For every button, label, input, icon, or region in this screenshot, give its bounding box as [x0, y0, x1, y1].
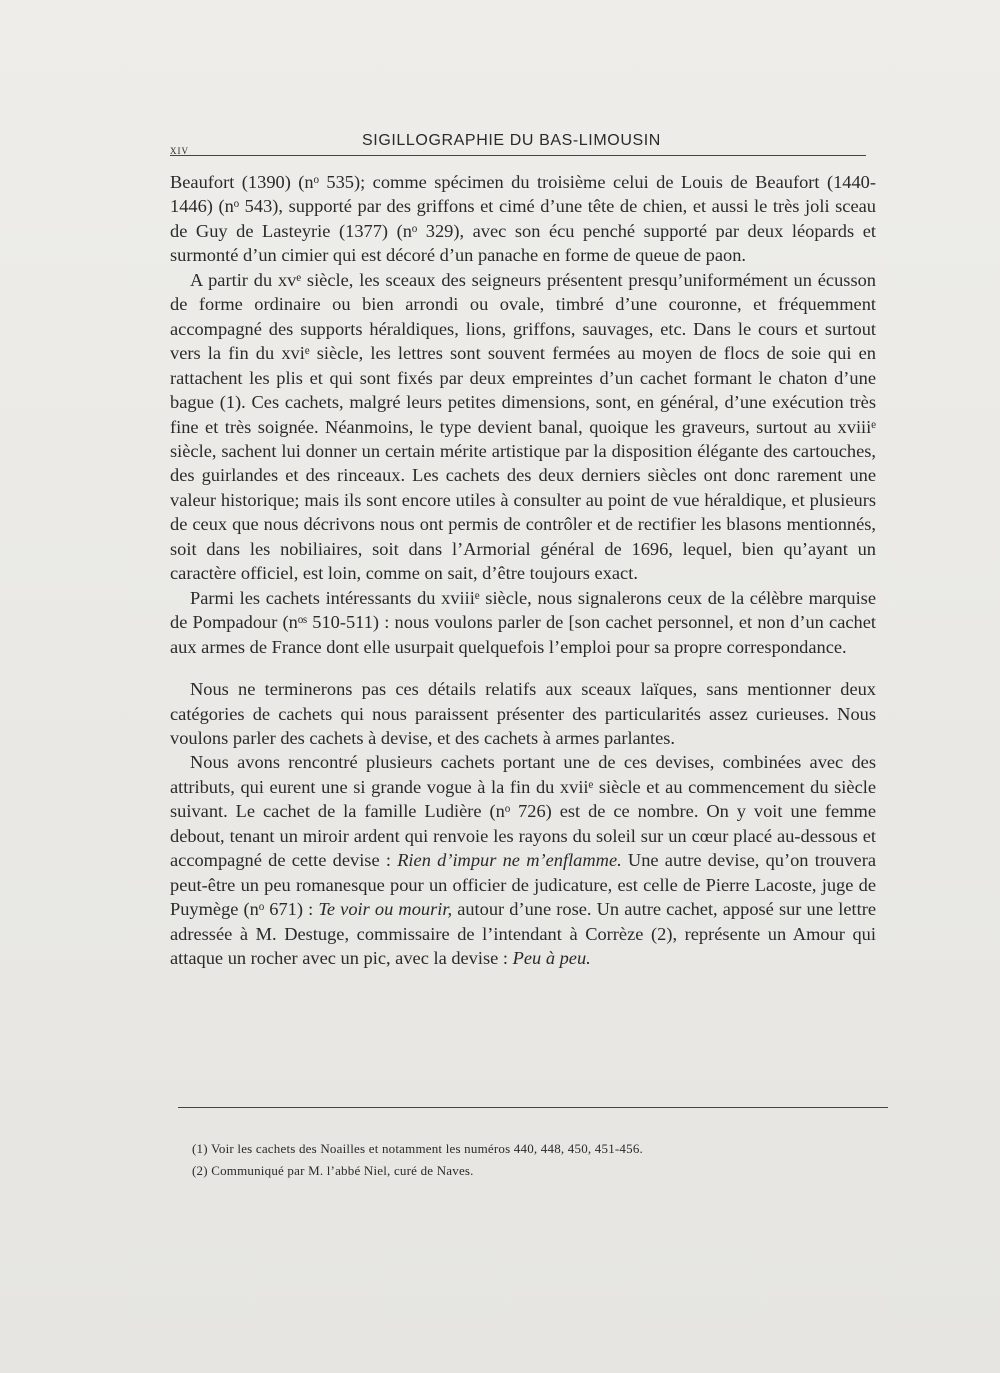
paragraph-text: autour d’une rose. Un autre cachet, apposé sur une lettre adressée à M. Destuge, commissaire de l’intendant à Corrèze (2), représente un Amour qui attaque un rocher avec un pic, avec la devise :: [170, 899, 876, 969]
footnote: (2) Communiqué par M. l’abbé Niel, curé de Naves.: [192, 1163, 474, 1178]
paragraph: A partir du xvᵉ siècle, les sceaux des seigneurs présentent presqu’uniformément un écusson de forme ordinaire ou bien arrondi ou ovale, timbré d’une couronne, et fréquemment accompagné des supports héraldiques, lions, griffons, sauvages, etc. Dans le cours et surtout vers la fin du xviᵉ siècle, les lettres sont souvent fermées au moyen de flocs de soie qui en rattachent les plis et qui sont fixés par deux empreintes d’un cachet formant le chaton d’une bague (1). Ces cachets, malgré leurs petites dimensions, sont, en général, d’une exécution très fine et très soignée. Néanmoins, le type devient banal, quoique les graveurs, surtout au xviiiᵉ siècle, sachent lui donner un certain mérite artistique par la disposition élégante des cartouches, des guirlandes et des rinceaux. Les cachets des deux derniers siècles ont donc rarement une valeur historique; mais ils sont encore utiles à consulter au point de vue héraldique, et plusieurs de ceux que nous décrivons nous ont permis de contrôler et de rectifier les blasons mentionnés, soit dans les nobiliaires, soit dans l’Armorial général de 1696, lequel, bien qu’ayant un caractère officiel, est loin, comme on sait, d’être toujours exact.: [170, 269, 876, 584]
page-header: [170, 128, 866, 158]
motto: Peu à peu.: [512, 948, 591, 969]
paragraph: Beaufort (1390) (nᵒ 535); comme spécimen du troisième celui de Louis de Beaufort (1440-1446) (nᵒ 543), supporté par des griffons et cimé d’une tête de chien, et aussi le très joli sceau de Guy de Lasteyrie (1377) (nᵒ 329), avec son écu penché supporté par deux léopards et surmonté d’un cimier qui est décoré d’un panache en forme de queue de paon.: [170, 172, 876, 266]
footnotes: [192, 1138, 852, 1182]
motto: Te voir ou mourir,: [318, 899, 453, 920]
paragraph: Nous ne terminerons pas ces détails relatifs aux sceaux laïques, sans mentionner deux catégories de cachets qui nous paraissent présenter des particularités assez curieuses. Nous voulons parler des cachets à devise, et des cachets à armes parlantes.: [170, 679, 876, 748]
page-number: xiv: [170, 142, 189, 157]
paragraph-text: Nous avons rencontré plusieurs cachets portant une de ces devises, combinées avec des attributs, qui eurent une si grande vogue à la fin du xviiᵉ siècle et au commencement du siècle suivant. Le cachet de la famille Ludière (nᵒ 726) est de ce nombre. On y voit une femme debout, tenant un miroir ardent qui renvoie les rayons du soleil sur un cœur placé au-dessous et accompagné de cette devise :: [170, 752, 876, 871]
running-title: SIGILLOGRAPHIE DU BAS-LIMOUSIN: [362, 132, 661, 149]
paragraph: Parmi les cachets intéressants du xviiiᵉ siècle, nous signalerons ceux de la célèbre marquise de Pompadour (nᵒˢ 510-511) : nous voulons parler de [son cachet personnel, et non d’un cachet aux armes de France dont elle usurpait quelquefois l’emploi pour sa propre correspondance.: [170, 587, 876, 657]
paragraph-text: Une autre devise, qu’on trouvera peut-être un peu romanesque pour un officier de judicature, est celle de Pierre Lacoste, juge de Puymège (nᵒ 671) :: [170, 850, 876, 920]
paragraph: [170, 750, 876, 970]
footnote-rule: [178, 1107, 888, 1108]
header-rule: [170, 155, 866, 156]
body-text: [170, 170, 876, 971]
motto: Rien d’impur ne m’enflamme.: [397, 850, 622, 871]
footnote: (1) Voir les cachets des Noailles et notamment les numéros 440, 448, 450, 451-456.: [192, 1141, 643, 1156]
